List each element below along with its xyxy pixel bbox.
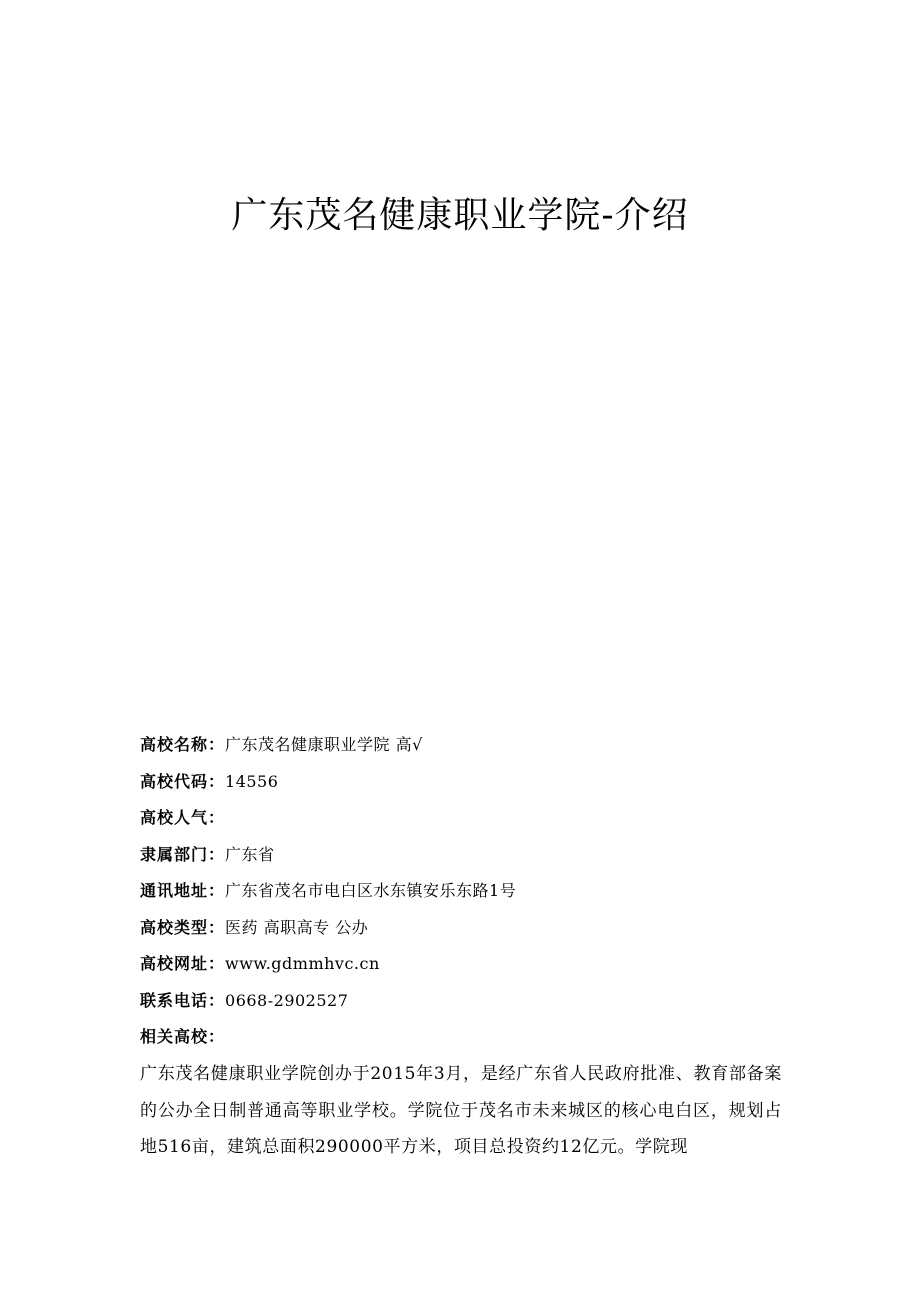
- info-value: 0668-2902527: [225, 990, 349, 1010]
- info-value: 医药 高职高专 公办: [225, 917, 369, 937]
- info-row-popularity: [140, 800, 790, 837]
- info-row-code: [140, 764, 790, 801]
- info-label: 高校网址：: [140, 954, 226, 973]
- info-label: 相关高校：: [140, 1027, 226, 1046]
- info-value: 广东省: [225, 844, 275, 864]
- info-row-type: [140, 910, 790, 947]
- website-link[interactable]: www.gdmmhvc.cn: [225, 954, 380, 973]
- info-row-department: [140, 837, 790, 874]
- info-row-name: [140, 727, 790, 764]
- info-value: 广东省茂名市电白区水东镇安乐东路1号: [225, 881, 517, 900]
- info-label: 高校类型：: [140, 917, 226, 937]
- info-label: 隶属部门：: [140, 844, 226, 864]
- info-label: 通讯地址：: [140, 881, 226, 900]
- info-value: 广东茂名健康职业学院 高√: [225, 735, 423, 754]
- info-value: 14556: [225, 771, 279, 791]
- info-label: 高校名称：: [140, 735, 226, 754]
- info-row-related: [140, 1019, 790, 1056]
- intro-paragraph: 广东茂名健康职业学院创办于2015年3月，是经广东省人民政府批准、教育部备案的公办全日制普通高等职业学校。学院位于茂名市未来城区的核心电白区，规划占地516亩，建筑总面积290000平方米，项目总投资约12亿元。学院现: [140, 1064, 782, 1157]
- document-title: 广东茂名健康职业学院-介绍: [231, 195, 689, 236]
- info-label: 高校人气：: [140, 808, 226, 827]
- info-label: 联系电话：: [140, 990, 226, 1010]
- info-label: 高校代码：: [140, 771, 226, 791]
- info-row-phone: [140, 983, 790, 1020]
- info-row-address: [140, 873, 790, 910]
- school-info-list: [140, 727, 790, 1056]
- info-row-website: [140, 946, 790, 983]
